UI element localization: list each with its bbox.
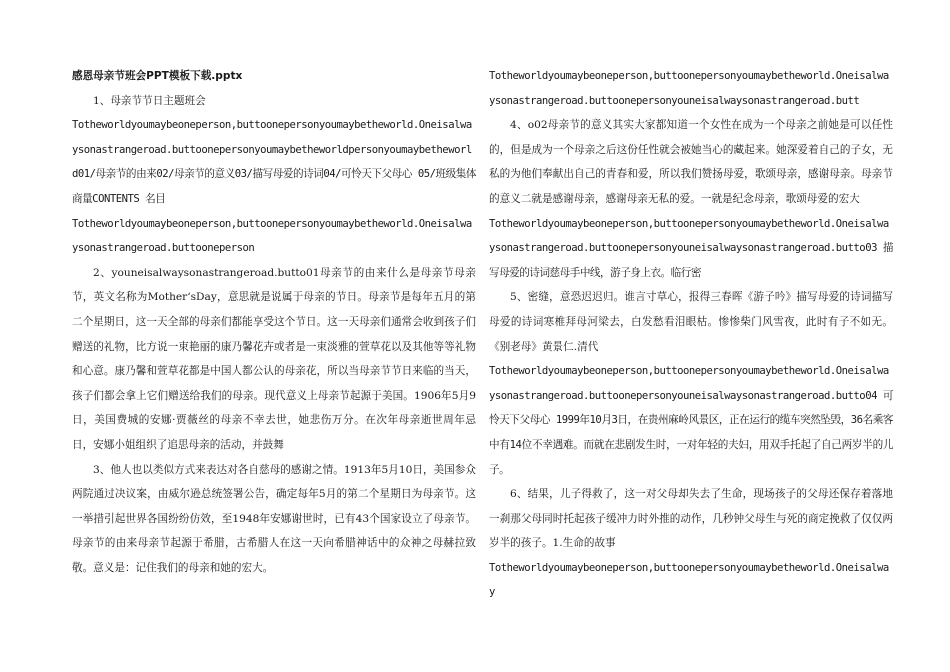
paragraph-3: Totheworldyoumaybeoneperson,buttoonepersonyoumaybetheworld.Oneisalwaysonastrangeroad.buttooneperson [72,217,472,255]
paragraph-1: 1、母亲节节日主题班会 [93,94,206,107]
paragraph-5: 3、他人也以类似方式来表达对各自慈母的感谢之情。1913年5月10日，美国参众两院通过决议案，由威尔逊总统签署公告，确定每年5月的第二个星期日为母亲节。这一举措引起世界各国纷纷仿效，至1948年安娜谢世时，已有43个国家设立了母亲节。母亲节的由来母亲节起源于希腊，古希腊人在这一天向希腊神话中的众神之母赫拉致敬。意义是：记住我们的母亲和她的宏大。 [72,463,476,574]
paragraph-12: Totheworldyoumaybeoneperson,buttoonepersonyoumaybetheworld.Oneisalway [489,561,889,599]
paragraph-4: 2、youneisalwaysonastrangeroad.butto01母亲节的由来什么是母亲节母亲节，英文名称为Mother‘sDay，意思就是说属于母亲的节日。母亲节是每年五月的第二个星期日，这一天全部的母亲们都能享受这个节日。这一天母亲们通常会收到孩子们赠送的礼物，比方说一束艳丽的康乃馨花卉或者是一束淡雅的萱草花以及其他等等礼物和心意。康乃馨和萱草花都是中国人都公认的母亲花，所以当母亲节节日来临的当天，孩子们都会拿上它们赠送给我们的母亲。现代意义上母亲节起源于美国。1906年5月9日，美国费城的安娜·贾薇丝的母亲不幸去世，她悲伤万分。在次年母亲逝世周年忌日，安娜小姐组织了追思母亲的活动，并鼓舞 [72,266,476,451]
paragraph-9: 5、密缝，意恐迟迟归。谁言寸草心，报得三春晖《游子吟》描写母爱的诗词描写母爱的诗词寒椎拜母河梁去，白发愁看泪眼枯。惨惨柴门风雪夜，此时有子不如无。《别老母》黄景仁.清代 [489,291,893,353]
paragraph-8: Totheworldyoumaybeoneperson,buttoonepersonyoumaybetheworld.Oneisalwaysonastrangeroad.buttoonepersonyouneisalwaysonastrangeroad.butto03描写母爱的诗词慈母手中线，游子身上衣。临行密 [489,217,893,279]
document-title: 感恩母亲节班会PPT模板下载.pptx [72,70,243,82]
paragraph-6: Totheworldyoumaybeoneperson,buttoonepersonyoumaybetheworld.Oneisalwaysonastrangeroad.buttoonepersonyouneisalwaysonastrangeroad.butt [489,70,889,107]
paragraph-7: 4、o02母亲节的意义其实大家都知道一个女性在成为一个母亲之前她是可以任性的，但是成为一个母亲之后这份任性就会被她当心的藏起来。她深爱着自己的子女，无私的为他们奉献出自己的青春和爱，所以我们赞扬母爱，歌颂母亲，感谢母亲。母亲节的意义二就是感谢母亲，感谢母亲无私的爱。一就是纪念母亲，歌颂母爱的宏大 [489,119,893,205]
left-column [72,64,476,580]
paragraph-2: Totheworldyoumaybeoneperson,buttoonepersonyoumaybetheworld.Oneisalwaysonastrangeroad.buttoonepersonyoumaybetheworldpersonyoumaybetheworld01/母亲节的由来02/母亲节的意义03/描写母爱的诗词04/可怜天下父母心 05/班级集体商量CONTENTS 名目 [72,119,476,205]
paragraph-11: 6、结果，儿子得救了，这一对父母却失去了生命，现场孩子的父母还保存着落地一刹那父母同时托起孩子缓冲力时外推的动作，几秒钟父母生与死的商定挽救了仅仅两岁半的孩子。1.生命的故事 [489,488,893,550]
right-column [489,64,893,605]
paragraph-10: Totheworldyoumaybeoneperson,buttoonepersonyoumaybetheworld.Oneisalwaysonastrangeroad.buttoonepersonyouneisalwaysonastrangeroad.butto04可怜天下父母心 1999年10月3日，在贵州麻岭风景区，正在运行的缆车突然坠毁，36名乘客中有14位不幸遇难。而就在悲剧发生时，一对年轻的夫妇，用双手托起了自己两岁半的儿子。 [489,365,893,476]
